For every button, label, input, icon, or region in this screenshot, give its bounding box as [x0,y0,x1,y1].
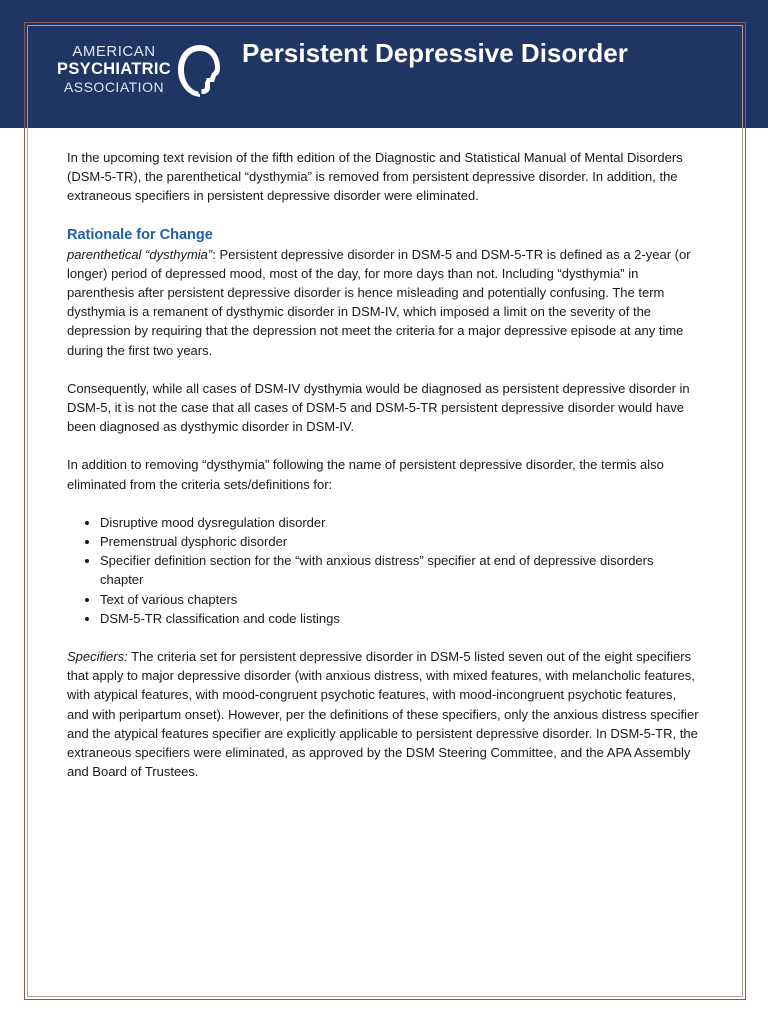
logo-wordmark [56,42,172,94]
rationale-text: : Persistent depressive disorder in DSM-5 and DSM-5-TR is defined as a 2-year (or longer) period of depressed mood, most of the day, for more days than not. Including “dysthymia” in parenthesis after persistent depressive disorder is hence misleading and potentially confusing. The term dysthymia is a remanent of dysthymic disorder in DSM-IV, which imposed a limit on the severity of the depression by requiring that the depression not meet the criteria for a major depressive episode at any time during the first two years. [67,246,691,358]
specifiers-label: Specifiers: [67,649,128,665]
consequence-paragraph: Consequently, while all cases of DSM-IV dysthymia would be diagnosed as persistent depressive disorder in DSM-5, it is not the case that all cases of DSM-5 and DSM-5-TR persistent depressive disorder would have been diagnosed as dysthymic disorder in DSM-IV. [67,380,690,435]
rationale-paragraph [67,245,699,360]
specifiers-text: The criteria set for persistent depressive disorder in DSM-5 listed seven out of the eight specifiers that apply to major depressive disorder (with anxious distress, with mixed features, with melancholic features, with atypical features, with mood-congruent psychotic features, with mood-incongruent psychotic features, and with peripartum onset). However, per the definitions of these specifiers, only the anxious distress specifier and the atypical features specifier are explicitly applicable to persistent depressive disorder. In DSM-5-TR, the extraneous specifiers were eliminated, as approved by the DSM Steering Committee, and the APA Assembly and Board of Trustees. [67,649,699,780]
list-item: • Disruptive mood dysregulation disorder [100,513,699,532]
page-title: Persistent Depressive Disorder [242,38,628,68]
removal-paragraph: In addition to removing “dysthymia” following the name of persistent depressive disorder, the termis also eliminated from the criteria sets/definitions for: [67,457,664,492]
list-item: • Premenstrual dysphoric disorder [100,532,699,551]
section-heading: Rationale for Change [67,226,213,243]
logo-line-american: AMERICAN [72,43,156,60]
document-body [67,148,699,781]
apa-logo [56,42,226,102]
term-label: parenthetical “dysthymia” [67,246,213,262]
intro-paragraph: In the upcoming text revision of the fifth edition of the Diagnostic and Statistical Manual of Mental Disorders (DSM-5-TR), the parenthetical “dysthymia” is removed from persistent depressive disorder. In addition, the extraneous specifiers in persistent depressive disorder were eliminated. [67,150,683,204]
list-item: • DSM-5-TR classification and code listings [100,609,699,628]
apa-caduceus-icon [176,42,224,100]
logo-line-association: ASSOCIATION [63,78,165,95]
specifiers-paragraph [67,647,699,781]
list-item: • Specifier definition section for the “with anxious distress” specifier at end of depressive disorders chapter [100,551,699,589]
list-item: • Text of various chapters [100,590,699,609]
logo-line-psychiatric: PSYCHIATRIC [57,60,171,78]
criteria-list [67,513,699,628]
